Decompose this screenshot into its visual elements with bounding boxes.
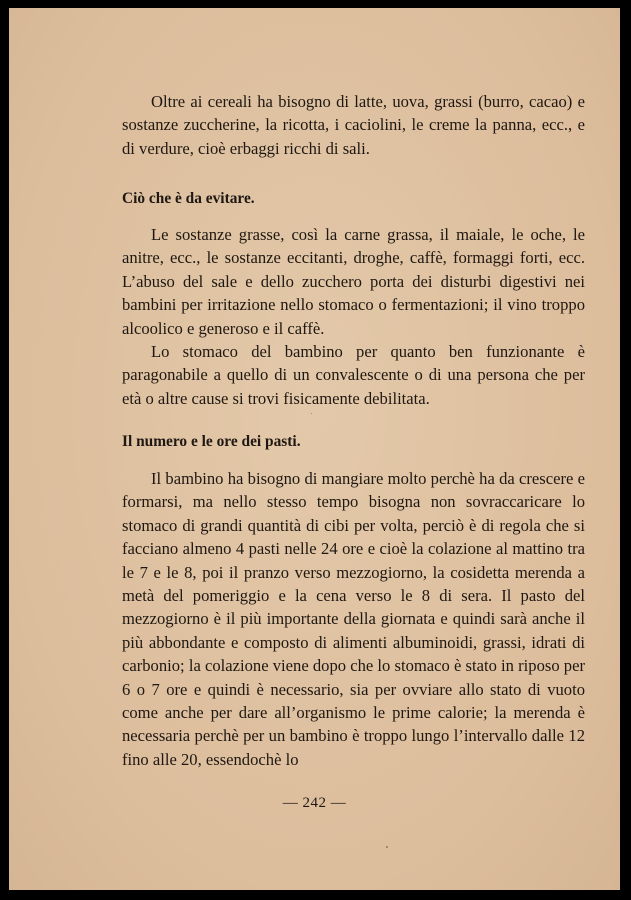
page-number: — 242 — [282, 795, 347, 811]
meals-block [122, 467, 585, 771]
book-page [9, 8, 620, 890]
paper-speck [386, 846, 388, 848]
intro-paragraph: Oltre ai cereali ha bisogno di latte, uova, grassi (burro, cacao) e sostanze zuccherine, la ricotta, i caciolini, le creme la panna, ecc., e di verdure, cioè erbaggi ricchi di sali. [122, 92, 585, 158]
intro-block [122, 90, 585, 160]
avoid-paragraph-1: Le sostanze grasse, così la carne grassa, il maiale, le oche, le anitre, ecc., le sostanze eccitanti, droghe, caffè, formaggi forti, ecc. L’abuso del sale e dello zucchero porta dei disturbi digestivi nei bambini per irritazione nello stomaco o fermentazioni; il vino troppo alcoolico e generoso e il caffè. [122, 225, 585, 338]
meals-paragraph: Il bambino ha bisogno di mangiare molto perchè ha da crescere e formarsi, ma nello stesso tempo bisogna non sovraccaricare lo stomaco di grandi quantità di cibi per volta, perciò è di regola che si facciano almeno 4 pasti nelle 24 ore e cioè la colazione al mattino tra le 7 e le 8, poi il pranzo verso mezzogiorno, la cosidetta merenda a metà del pomeriggio e la cena verso le 8 di sera. Il pasto del mezzogiorno è il più importante della giornata e quindi sarà anche il più abbondante e composto di alimenti albuminoidi, grassi, idrati di carbonio; la colazione viene dopo che lo stomaco è stato in riposo per 6 o 7 ore e quindi è necessario, sia per ovviare allo stato di vuoto come anche per dare all’organismo le prime calorie; la merenda è necessaria perchè per un bambino è troppo lungo l’intervallo dalle 12 fino alle 20, essendochè lo [122, 469, 585, 769]
section-heading-meals: Il numero e le ore dei pasti. [122, 433, 301, 450]
section-heading-avoid: Ciò che è da evitare. [122, 190, 255, 207]
avoid-paragraph-2: Lo stomaco del bambino per quanto ben funzionante è paragonabile a quello di un convalescente o di una persona che per età o altre cause si trovi fisicamente debilitata. [122, 342, 585, 408]
paper-speck [311, 413, 312, 414]
avoid-block [122, 223, 585, 410]
